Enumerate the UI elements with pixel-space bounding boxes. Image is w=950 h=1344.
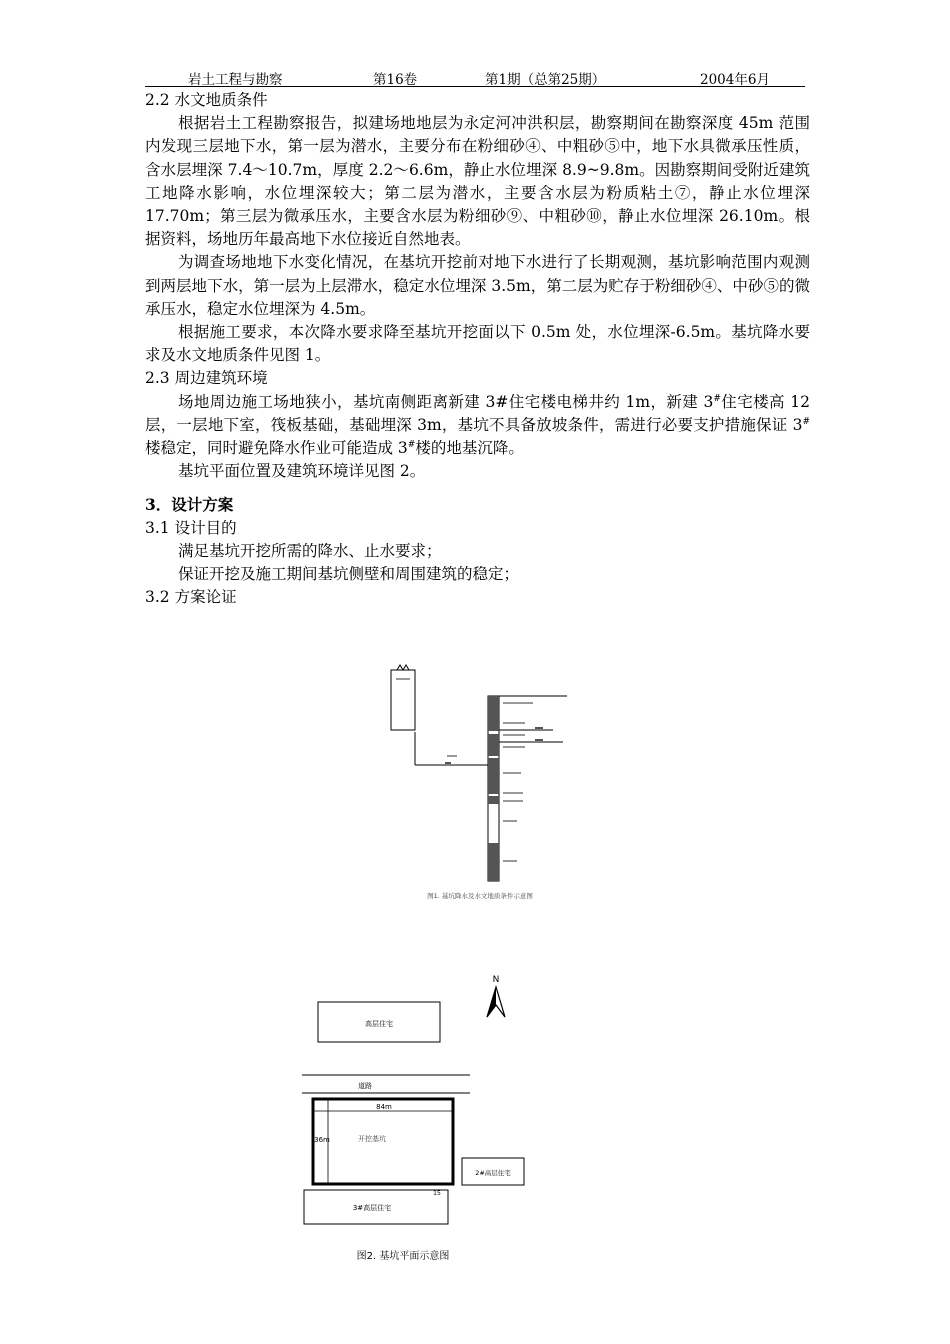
hatch-segment bbox=[488, 758, 499, 794]
faint-label bbox=[503, 746, 525, 748]
text-run: 住宅楼高 12 层，一层地下室，筏板基础，基础埋深 3m，基坑不具备放坡条件，需进行必要支护措施保证 3 bbox=[145, 392, 810, 434]
bottom-building-label: 3#高层住宅 bbox=[352, 1204, 392, 1212]
right-building-label: 2#高层住宅 bbox=[475, 1169, 511, 1177]
section-3-heading: 3．设计方案 bbox=[145, 495, 234, 515]
text-run: 楼稳定，同时避免降水作业可能造成 3 bbox=[145, 439, 408, 458]
small-mark: 15 bbox=[433, 1190, 441, 1197]
header-date: 2004年6月 bbox=[700, 72, 770, 88]
pipe-zigzag bbox=[397, 665, 409, 670]
road-label: 道路 bbox=[358, 1082, 372, 1090]
paragraph: 根据施工要求，本次降水要求降至基坑开挖面以下 0.5m 处，水位埋深-6.5m。基坑降水要求及水文地质条件见图 1。 bbox=[145, 323, 810, 365]
figure-1-caption: 图1. 基坑降水及水文地质条件示意图 bbox=[427, 892, 533, 900]
header-issue: 第1期（总第25期） bbox=[485, 72, 606, 88]
hatch-segment bbox=[488, 696, 499, 731]
top-building-label: 高层住宅 bbox=[365, 1020, 393, 1028]
marker bbox=[535, 739, 543, 741]
running-header bbox=[145, 66, 805, 87]
paragraph bbox=[145, 391, 810, 461]
width-label: 84m bbox=[376, 1103, 392, 1111]
header-journal: 岩土工程与勘察 bbox=[188, 72, 283, 88]
faint-label bbox=[396, 678, 410, 680]
faint-label bbox=[447, 755, 457, 757]
pit-label: 开挖基坑 bbox=[358, 1135, 386, 1143]
paragraph: 满足基坑开挖所需的降水、止水要求； bbox=[178, 541, 442, 560]
section-3-2-heading: 3.2 方案论证 bbox=[145, 588, 237, 607]
marker bbox=[445, 762, 451, 764]
superscript: # bbox=[802, 416, 810, 427]
hatch-segment bbox=[488, 796, 499, 804]
faint-label bbox=[503, 792, 523, 794]
text-run: 场地周边施工场地狭小，基坑南侧距离新建 3#住宅楼电梯井约 1m，新建 3 bbox=[178, 392, 714, 411]
section-2-3-heading: 2.3 周边建筑环境 bbox=[145, 369, 268, 388]
figure-2-caption: 图2. 基坑平面示意图 bbox=[356, 1251, 450, 1262]
faint-label bbox=[503, 772, 521, 774]
height-label: 36m bbox=[314, 1136, 330, 1144]
superscript: # bbox=[407, 439, 416, 450]
paragraph: 基坑平面位置及建筑环境详见图 2。 bbox=[178, 462, 426, 481]
paragraph: 为调查场地地下水变化情况，在基坑开挖前对地下水进行了长期观测，基坑影响范围内观测到两层地下水，第一层为上层滞水，稳定水位埋深 3.5m，第二层为贮存于粉细砂④、中砂⑤的微承压水，稳定水位埋深为 4.5m。 bbox=[145, 253, 810, 318]
faint-label bbox=[503, 800, 523, 802]
header-volume: 第16卷 bbox=[373, 72, 418, 88]
hatch-segment bbox=[488, 843, 499, 881]
body-text bbox=[145, 89, 810, 609]
faint-label bbox=[503, 820, 517, 822]
faint-label bbox=[503, 860, 517, 862]
faint-label bbox=[503, 734, 525, 736]
section-2-2-heading: 2.2 水文地质条件 bbox=[145, 91, 268, 109]
north-label: N bbox=[492, 975, 500, 985]
hatch-segment bbox=[488, 734, 499, 756]
faint-label bbox=[503, 702, 533, 704]
figure-2-site-plan bbox=[290, 965, 540, 1270]
superscript: # bbox=[713, 393, 721, 404]
marker bbox=[535, 727, 543, 729]
paragraph: 根据岩土工程勘察报告，拟建场地地层为永定河冲洪积层，勘察期间在勘察深度 45m 范围内发现三层地下水，第一层为潜水，主要分布在粉细砂④、中粗砂⑤中，地下水具微承压性质，含水层埋深 7.4～10.7m，厚度 2.2～6.6m，静止水位埋深 8.9~9.8m。因勘察期间受附近建筑工地降水影响，水位埋深较大；第二层为潜水，主要含水层为粉质粘土⑦，静止水位埋深 17.70m；第三层为微承压水，主要含水层为粉细砂⑨、中粗砂⑩，静止水位埋深 26.10m。根据资料，场地历年最高地下水位接近自然地表。 bbox=[145, 114, 810, 249]
figure-1-dewatering-diagram bbox=[385, 660, 575, 905]
section-3-1-heading: 3.1 设计目的 bbox=[145, 518, 237, 537]
paragraph: 保证开挖及施工期间基坑侧壁和周围建筑的稳定； bbox=[178, 565, 520, 584]
faint-label bbox=[503, 722, 525, 724]
text-run: 楼的地基沉降。 bbox=[415, 439, 524, 458]
